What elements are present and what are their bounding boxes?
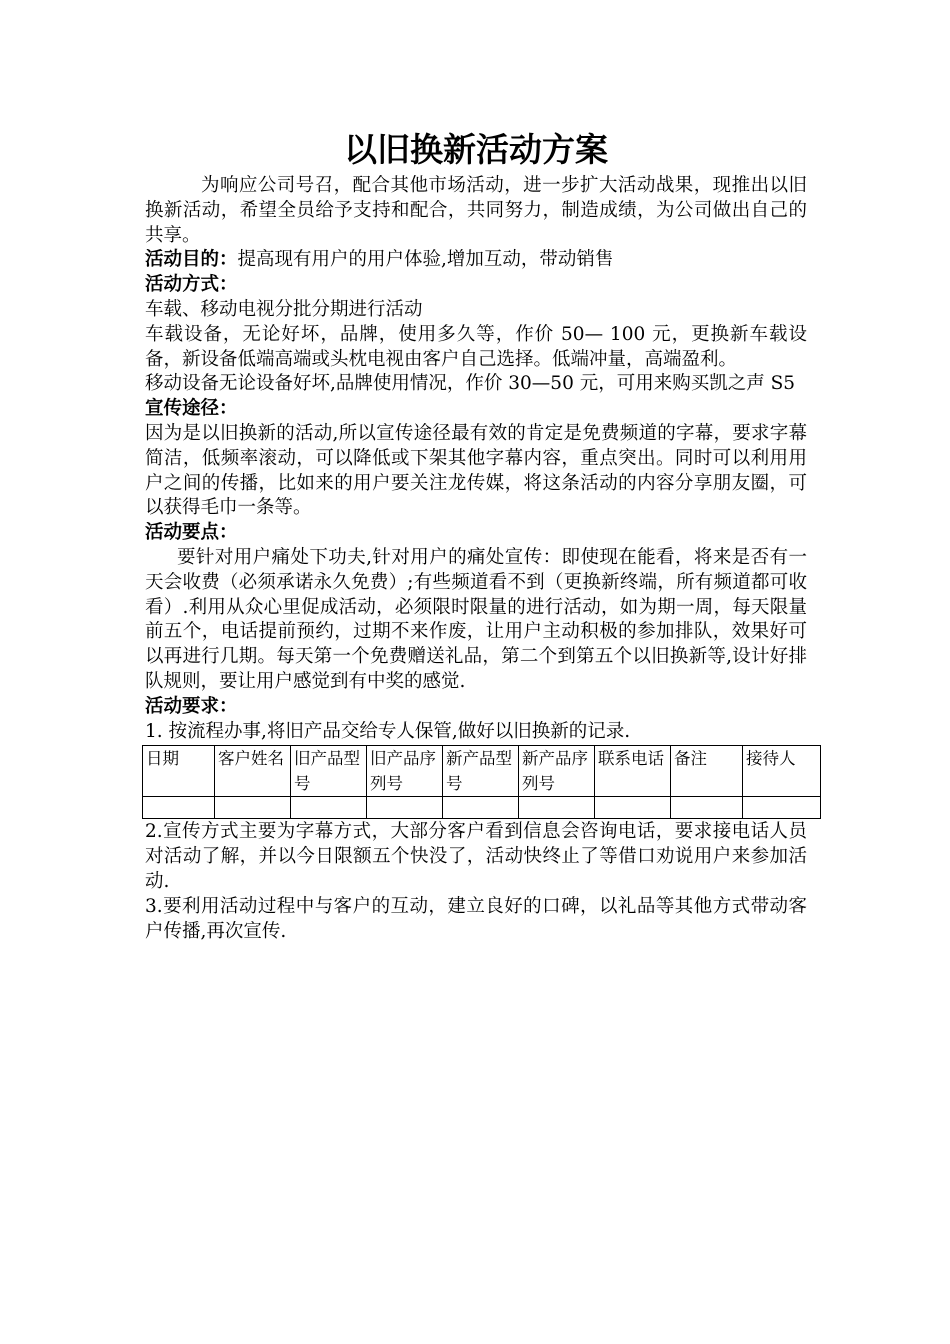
- table-cell[interactable]: [743, 797, 821, 819]
- requirement-item-1: 1. 按流程办事,将旧产品交给专人保管,做好以旧换新的记录.: [145, 720, 631, 742]
- table-cell[interactable]: [519, 797, 595, 819]
- table-cell[interactable]: [595, 797, 671, 819]
- requirement-item-3: 3.要利用活动过程中与客户的互动，建立良好的口碑，以礼品等其他方式带动客户传播,再次宣传.: [145, 895, 807, 942]
- purpose-heading: 活动目的：: [145, 249, 238, 271]
- table-cell[interactable]: [671, 797, 743, 819]
- table-header-row: [143, 746, 821, 797]
- table-cell[interactable]: [291, 797, 367, 819]
- purpose-paragraph: [145, 248, 807, 273]
- document-title: 以旧换新活动方案: [344, 130, 608, 169]
- table-cell[interactable]: [443, 797, 519, 819]
- table-header-cell: 新产品型号: [443, 746, 519, 797]
- table-header-cell: 旧产品序列号: [367, 746, 443, 797]
- intro-paragraph: 为响应公司号召，配合其他市场活动，进一步扩大活动战果，现推出以旧换新活动，希望全员给予支持和配合，共同努力，制造成绩，为公司做出自己的共享。: [145, 175, 807, 246]
- table-cell[interactable]: [367, 797, 443, 819]
- method-line-3: 移动设备无论设备好坏,品牌使用情况，作价 30—50 元，可用来购买凯之声 S5: [145, 373, 796, 395]
- table-header-cell: 日期: [143, 746, 215, 797]
- table-header-cell: 备注: [671, 746, 743, 797]
- promotion-heading: 宣传途径：: [145, 398, 238, 420]
- keypoints-heading: 活动要点：: [145, 522, 238, 544]
- purpose-text: 提高现有用户的用户体验,增加互动，带动销售: [237, 249, 614, 271]
- table-header-cell: 接待人: [743, 746, 821, 797]
- table-header-cell: 客户姓名: [215, 746, 291, 797]
- table-header-cell: 联系电话: [595, 746, 671, 797]
- method-line-1: 车载、移动电视分批分期进行活动: [145, 298, 423, 320]
- document-page: [145, 128, 807, 944]
- table-row: [143, 797, 821, 819]
- table-header-cell: 新产品序列号: [519, 746, 595, 797]
- table-cell[interactable]: [143, 797, 215, 819]
- keypoints-text: 要针对用户痛处下功夫,针对用户的痛处宣传：即使现在能看，将来是否有一天会收费（必须承诺永久免费）;有些频道看不到（更换新终端，所有频道都可收看）.利用从众心里促成活动，必须限时限量的进行活动，如为期一周，每天限量前五个，电话提前预约，过期不来作废，让用户主动积极的参加排队，效果好可以再进行几期。每天第一个免费赠送礼品，第二个到第五个以旧换新等,设计好排队规则，要让用户感觉到有中奖的感觉.: [145, 546, 807, 692]
- promotion-text: 因为是以旧换新的活动,所以宣传途径最有效的肯定是免费频道的字幕，要求字幕简洁，低频率滚动，可以降低或下架其他字幕内容，重点突出。同时可以利用用户之间的传播，比如来的用户要关注龙传媒，将这条活动的内容分享朋友圈，可以获得毛巾一条等。: [145, 422, 807, 519]
- requirement-item-2: 2.宣传方式主要为字幕方式，大部分客户看到信息会咨询电话，要求接电话人员对活动了解，并以今日限额五个快没了，活动快终止了等借口劝说用户来参加活动.: [145, 821, 807, 892]
- record-table: [142, 745, 821, 819]
- table-header-cell: 旧产品型号: [291, 746, 367, 797]
- requirements-heading: 活动要求：: [145, 695, 238, 717]
- method-line-2: 车载设备，无论好坏，品牌，使用多久等，作价 50— 100 元，更换新车载设备，新设备低端高端或头枕电视由客户自己选择。低端冲量，高端盈利。: [145, 323, 807, 370]
- method-heading: 活动方式：: [145, 274, 238, 296]
- table-cell[interactable]: [215, 797, 291, 819]
